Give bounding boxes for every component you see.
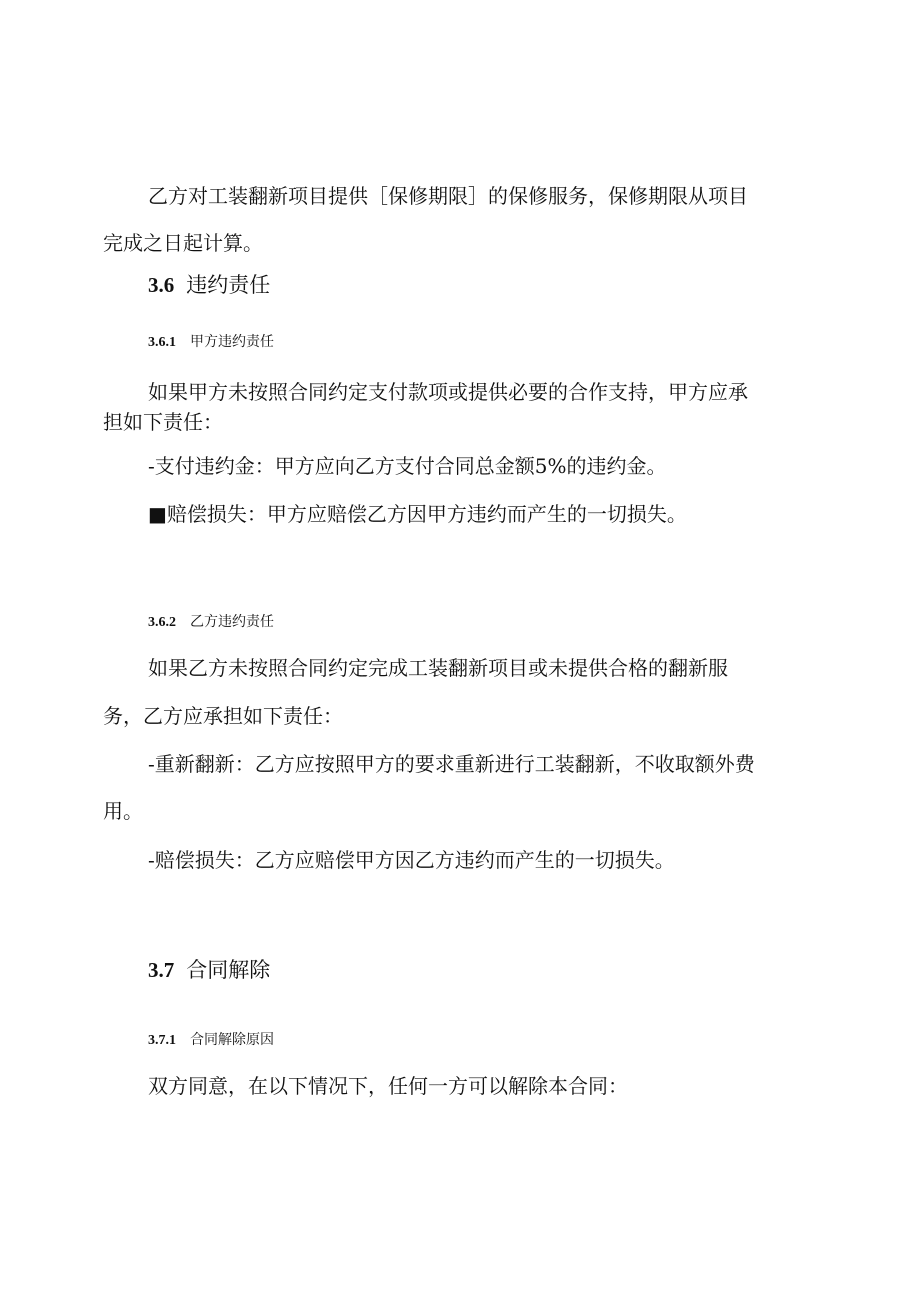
paragraph-line: 担如下责任： [103, 410, 223, 434]
section-title: 违约责任 [186, 273, 271, 297]
section-heading-3-6 [148, 270, 270, 300]
subsection-heading-3-6-2 [148, 612, 274, 633]
subsection-title: 乙方违约责任 [190, 614, 274, 630]
section-number: 3.6 [148, 273, 175, 297]
section-number: 3.7 [148, 958, 175, 982]
paragraph-line: 双方同意，在以下情况下，任何一方可以解除本合同： [148, 1074, 628, 1098]
subsection-number: 3.6.1 [148, 335, 176, 350]
subsection-title: 合同解除原因 [190, 1032, 274, 1048]
section-heading-3-7 [148, 955, 270, 985]
list-item: -赔偿损失：乙方应赔偿甲方因乙方违约而产生的一切损失。 [148, 848, 675, 872]
list-item: ■赔偿损失：甲方应赔偿乙方因甲方违约而产生的一切损失。 [148, 502, 687, 526]
subsection-number: 3.6.2 [148, 615, 176, 630]
section-title: 合同解除 [186, 958, 271, 982]
subsection-title: 甲方违约责任 [190, 334, 274, 350]
paragraph-line: 务，乙方应承担如下责任： [103, 704, 343, 728]
subsection-heading-3-6-1 [148, 332, 274, 353]
subsection-number: 3.7.1 [148, 1033, 176, 1048]
subsection-heading-3-7-1 [148, 1030, 274, 1051]
list-item: -支付违约金：甲方应向乙方支付合同总金额5%的违约金。 [148, 454, 667, 478]
paragraph-line: 如果甲方未按照合同约定支付款项或提供必要的合作支持，甲方应承 [148, 380, 748, 404]
list-item-continuation: 用。 [103, 799, 143, 823]
list-item: -重新翻新：乙方应按照甲方的要求重新进行工装翻新，不收取额外费 [148, 752, 755, 776]
paragraph-line: 如果乙方未按照合同约定完成工装翻新项目或未提供合格的翻新服 [148, 656, 728, 680]
intro-line-1: 乙方对工装翻新项目提供［保修期限］的保修服务，保修期限从项目 [148, 184, 748, 208]
intro-line-2: 完成之日起计算。 [103, 231, 263, 255]
